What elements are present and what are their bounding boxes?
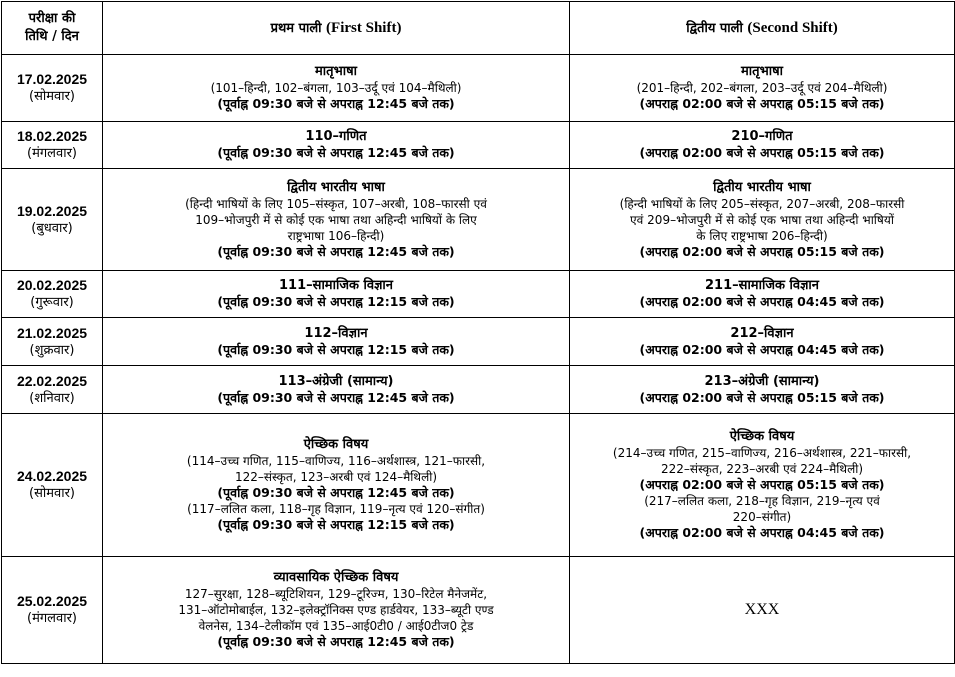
subject-title: ऐच्छिक विषय bbox=[303, 437, 369, 452]
no-exam-placeholder: XXX bbox=[744, 601, 780, 618]
exam-time: (पूर्वाह्न 09:30 बजे से अपराह्न 12:45 बजे तक) bbox=[217, 389, 455, 405]
first-shift-cell: द्वितीय भारतीय भाषा (हिन्दी भाषियों के लिए 105–संस्कृत, 107–अरबी, 108–फारसी एवं 109–भोजपुरी में से कोई एक भाषा तथा अहिन्दी भाषियों के लिए राष्ट्रभाषा 106–हिन्दी) (पूर्वाह्न 09:30 बजे से अपराह्न 12:45 बजे तक) bbox=[103, 169, 570, 271]
subject-title: 211–सामाजिक विज्ञान bbox=[705, 278, 819, 293]
second-shift-header: द्वितीय पाली (Second Shift) bbox=[570, 2, 955, 55]
exam-time: (पूर्वाह्न 09:30 बजे से अपराह्न 12:15 बजे तक) bbox=[217, 294, 455, 309]
exam-time: (पूर्वाह्न 09:30 बजे से अपराह्न 12:45 बजे तक) bbox=[217, 243, 455, 259]
second-shift-cell bbox=[570, 271, 955, 318]
first-shift-header: प्रथम पाली (First Shift) bbox=[103, 2, 570, 55]
date-cell: 18.02.2025 (मंगलवार) bbox=[2, 122, 103, 169]
subject-title: मातृभाषा bbox=[315, 64, 357, 79]
exam-time: (पूर्वाह्न 09:30 बजे से अपराह्न 12:45 बजे तक) bbox=[217, 96, 455, 111]
header-row bbox=[2, 2, 955, 55]
second-shift-cell: द्वितीय भारतीय भाषा (हिन्दी भाषियों के लिए 205–संस्कृत, 207–अरबी, 208–फारसी एवं 209–भोजपुरी में से कोई एक भाषा तथा अहिन्दी भाषियों के लिए राष्ट्रभाषा 206–हिन्दी) (अपराह्न 02:00 बजे से अपराह्न 05:15 बजे तक) bbox=[570, 169, 955, 271]
subject-title: 112–विज्ञान bbox=[304, 325, 368, 341]
table-row bbox=[2, 557, 955, 664]
first-shift-cell: मातृभाषा (101–हिन्दी, 102–बंगला, 103–उर्दू एवं 104–मैथिली) (पूर्वाह्न 09:30 बजे से अपराह्न 12:45 बजे तक) bbox=[103, 55, 570, 122]
exam-time: (पूर्वाह्न 09:30 बजे से अपराह्न 12:15 बजे तक) bbox=[217, 517, 455, 532]
second-shift-cell bbox=[570, 366, 955, 414]
first-shift-cell bbox=[103, 366, 570, 414]
first-shift-cell bbox=[103, 122, 570, 169]
second-shift-cell bbox=[570, 122, 955, 169]
first-shift-cell bbox=[103, 271, 570, 318]
table-row bbox=[2, 414, 955, 557]
exam-time: (अपराह्न 02:00 बजे से अपराह्न 04:45 बजे तक) bbox=[639, 294, 885, 309]
subject-title: 212–विज्ञान bbox=[730, 325, 794, 341]
first-shift-cell: व्यावसायिक ऐच्छिक विषय 127–सुरक्षा, 128–ब्यूटिशियन, 129–टूरिज्म, 130–रिटेल मैनेजमेंट, 131–ऑटोमोबाईल, 132–इलेक्ट्रॉनिक्स एण्ड हार्डवेयर, 133–ब्यूटी एण्ड वेलनेस, 134–टेलीकॉम एवं 135–आई0टी0 / आई0टीज0 ट्रेड (पूर्वाह्न 09:30 बजे से अपराह्न 12:45 बजे तक) bbox=[103, 557, 570, 664]
table-row bbox=[2, 318, 955, 366]
subject-title: 113–अंग्रेजी (सामान्य) bbox=[278, 373, 394, 389]
date-cell: 20.02.2025 (गुरूवार) bbox=[2, 271, 103, 318]
exam-time: (अपराह्न 02:00 बजे से अपराह्न 05:15 बजे तक) bbox=[639, 389, 885, 405]
subject-title: द्वितीय भारतीय भाषा bbox=[713, 179, 811, 195]
table-row bbox=[2, 366, 955, 414]
second-shift-cell bbox=[570, 318, 955, 366]
table-row bbox=[2, 169, 955, 271]
date-column-header: परीक्षा की तिथि / दिन bbox=[2, 2, 103, 55]
date-cell: 25.02.2025 (मंगलवार) bbox=[2, 557, 103, 664]
exam-schedule-table bbox=[1, 1, 955, 664]
second-shift-cell: मातृभाषा (201–हिन्दी, 202–बंगला, 203–उर्दू एवं 204–मैथिली) (अपराह्न 02:00 बजे से अपराह्न 05:15 बजे तक) bbox=[570, 55, 955, 122]
subject-title: मातृभाषा bbox=[741, 64, 783, 79]
first-shift-cell bbox=[103, 318, 570, 366]
exam-time: (अपराह्न 02:00 बजे से अपराह्न 05:15 बजे तक) bbox=[639, 96, 885, 111]
exam-time: (पूर्वाह्न 09:30 बजे से अपराह्न 12:45 बजे तक) bbox=[217, 145, 455, 160]
date-cell: 19.02.2025 (बुधवार) bbox=[2, 169, 103, 271]
subject-title: 213–अंग्रेजी (सामान्य) bbox=[704, 373, 820, 389]
exam-time: (पूर्वाह्न 09:30 बजे से अपराह्न 12:45 बजे तक) bbox=[217, 634, 455, 649]
subject-title: द्वितीय भारतीय भाषा bbox=[287, 179, 385, 195]
exam-time: (पूर्वाह्न 09:30 बजे से अपराह्न 12:45 बजे तक) bbox=[217, 485, 455, 500]
date-cell: 24.02.2025 (सोमवार) bbox=[2, 414, 103, 557]
second-shift-cell: ऐच्छिक विषय (214–उच्च गणित, 215–वाणिज्य, 216–अर्थशास्त्र, 221–फारसी, 222–संस्कृत, 223–अरबी एवं 224–मैथिली) (अपराह्न 02:00 बजे से अपराह्न 05:15 बजे तक) (217–ललित कला, 218–गृह विज्ञान, 219–नृत्य एवं 220–संगीत) (अपराह्न 02:00 बजे से अपराह्न 04:45 बजे तक) bbox=[570, 414, 955, 557]
subject-title: ऐच्छिक विषय bbox=[729, 429, 795, 444]
date-cell: 21.02.2025 (शुक्रवार) bbox=[2, 318, 103, 366]
exam-time: (अपराह्न 02:00 बजे से अपराह्न 04:45 बजे तक) bbox=[639, 525, 885, 540]
table-row bbox=[2, 271, 955, 318]
table-row bbox=[2, 55, 955, 122]
exam-time: (पूर्वाह्न 09:30 बजे से अपराह्न 12:15 बजे तक) bbox=[217, 341, 455, 357]
subject-title: 110–गणित bbox=[305, 129, 367, 144]
date-cell: 17.02.2025 (सोमवार) bbox=[2, 55, 103, 122]
exam-time: (अपराह्न 02:00 बजे से अपराह्न 05:15 बजे तक) bbox=[639, 145, 885, 160]
exam-time: (अपराह्न 02:00 बजे से अपराह्न 05:15 बजे तक) bbox=[639, 243, 885, 259]
exam-time: (अपराह्न 02:00 बजे से अपराह्न 04:45 बजे तक) bbox=[639, 341, 885, 357]
second-shift-cell bbox=[570, 557, 955, 664]
table-row bbox=[2, 122, 955, 169]
date-cell: 22.02.2025 (शनिवार) bbox=[2, 366, 103, 414]
subject-title: 111–सामाजिक विज्ञान bbox=[279, 278, 393, 293]
subject-title: 210–गणित bbox=[731, 129, 793, 144]
exam-time: (अपराह्न 02:00 बजे से अपराह्न 05:15 बजे तक) bbox=[639, 477, 885, 492]
first-shift-cell: ऐच्छिक विषय (114–उच्च गणित, 115–वाणिज्य, 116–अर्थशास्त्र, 121–फारसी, 122–संस्कृत, 123–अरबी एवं 124–मैथिली) (पूर्वाह्न 09:30 बजे से अपराह्न 12:45 बजे तक) (117–ललित कला, 118–गृह विज्ञान, 119–नृत्य एवं 120–संगीत) (पूर्वाह्न 09:30 बजे से अपराह्न 12:15 बजे तक) bbox=[103, 414, 570, 557]
subject-title: व्यावसायिक ऐच्छिक विषय bbox=[273, 570, 399, 585]
